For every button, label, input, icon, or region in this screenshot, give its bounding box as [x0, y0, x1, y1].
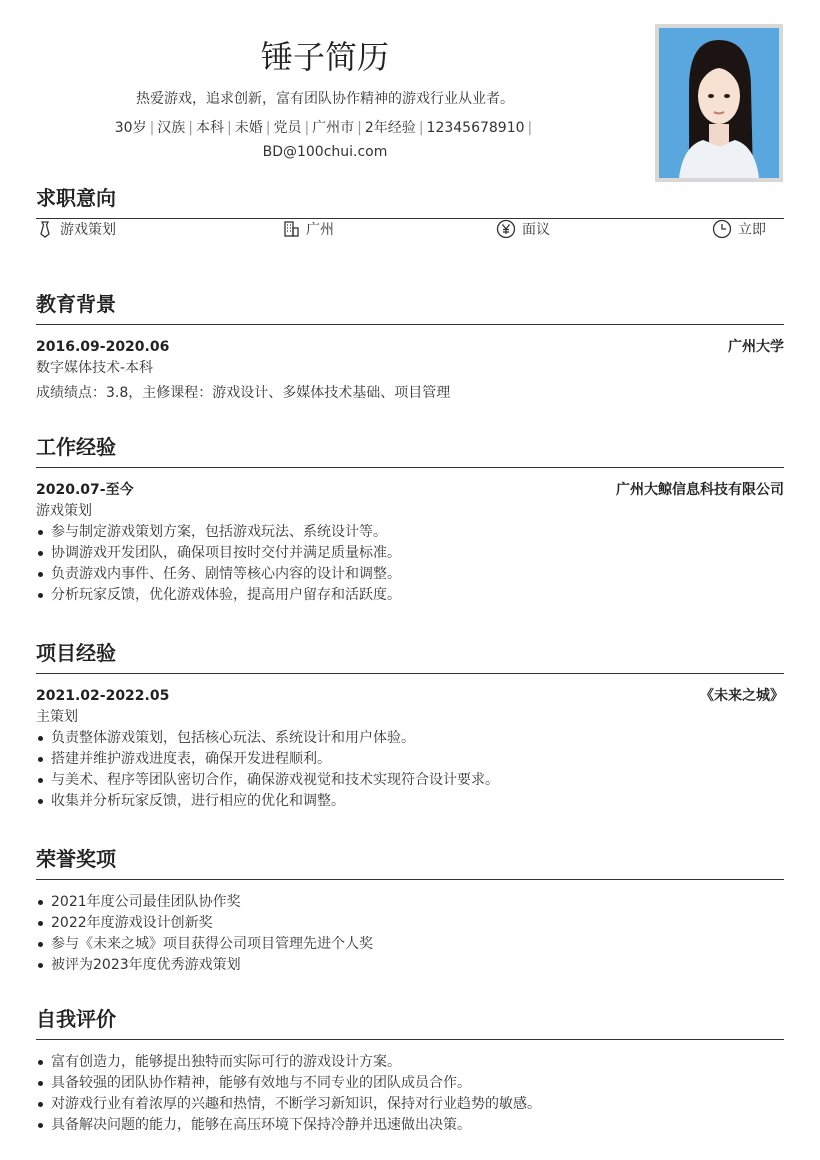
project-role: 主策划: [36, 709, 78, 725]
info-phone: 12345678910: [426, 120, 525, 136]
list-item: 协调游戏开发团队，确保项目按时交付并满足质量标准。: [36, 543, 784, 564]
education-major: 数字媒体技术-本科: [36, 360, 154, 376]
info-experience: 2年经验: [364, 120, 416, 136]
info-divider: |: [357, 120, 362, 136]
section-project: [36, 637, 784, 812]
section-title: 自我评价: [36, 1007, 116, 1031]
info-ethnicity: 汉族: [157, 120, 186, 136]
intent-position-label: 游戏策划: [60, 222, 116, 238]
info-divider: |: [265, 120, 271, 136]
resume-name: 锤子简历: [260, 38, 389, 76]
list-item: 对游戏行业有着浓厚的兴趣和热情，不断学习新知识，保持对行业趋势的敏感。: [36, 1094, 784, 1115]
info-divider: |: [527, 120, 533, 136]
info-divider: |: [304, 120, 310, 136]
intent-salary: [496, 218, 550, 240]
project-list: [36, 728, 784, 812]
section-job-intention: [36, 182, 784, 238]
list-item: 富有创造力，能够提出独特而实际可行的游戏设计方案。: [36, 1052, 784, 1073]
section-education: [36, 288, 784, 404]
info-city: 广州市: [312, 120, 355, 136]
work-date: 2020.07-至今: [36, 482, 134, 498]
info-divider: |: [149, 120, 155, 136]
section-work: [36, 431, 784, 606]
portrait-image: [659, 28, 779, 178]
list-item: 负责游戏内事件、任务、剧情等核心内容的设计和调整。: [36, 564, 784, 585]
list-item: 具备解决问题的能力，能够在高压环境下保持冷静并迅速做出决策。: [36, 1115, 784, 1136]
intention-row: [36, 218, 784, 240]
education-detail: 成绩绩点：3.8，主修课程：游戏设计、多媒体技术基础、项目管理: [36, 385, 451, 401]
personal-info: [95, 116, 555, 164]
self-list: [36, 1052, 784, 1136]
info-divider: |: [418, 120, 424, 136]
intent-position: [36, 218, 116, 240]
section-title: 项目经验: [36, 641, 116, 665]
profile-photo: [655, 24, 783, 182]
tie-icon: [36, 220, 54, 238]
education-school: 广州大学: [728, 339, 784, 355]
section-divider: [36, 467, 784, 468]
education-date: 2016.09-2020.06: [36, 339, 170, 355]
section-divider: [36, 879, 784, 880]
awards-list: [36, 892, 784, 976]
list-item: 2022年度游戏设计创新奖: [36, 913, 784, 934]
info-marital: 未婚: [234, 120, 263, 136]
list-item: 被评为2023年度优秀游戏策划: [36, 955, 784, 976]
info-age: 30岁: [114, 120, 147, 136]
section-title: 工作经验: [36, 435, 116, 459]
section-self-evaluation: [36, 1003, 784, 1136]
info-divider: |: [188, 120, 194, 136]
project-date: 2021.02-2022.05: [36, 688, 170, 704]
list-item: 分析玩家反馈，优化游戏体验，提高用户留存和活跃度。: [36, 585, 784, 606]
clock-icon: [712, 219, 732, 239]
building-icon: [282, 220, 300, 238]
work-header: [36, 480, 784, 501]
section-title: 求职意向: [36, 186, 116, 210]
section-title: 教育背景: [36, 292, 116, 316]
section-divider: [36, 1039, 784, 1040]
section-title: 荣誉奖项: [36, 847, 116, 871]
list-item: 参与制定游戏策划方案，包括游戏玩法、系统设计等。: [36, 522, 784, 543]
intent-city-label: 广州: [306, 222, 334, 238]
yuan-icon: [496, 219, 516, 239]
list-item: 具备较强的团队协作精神，能够有效地与不同专业的团队成员合作。: [36, 1073, 784, 1094]
intent-salary-label: 面议: [522, 222, 550, 238]
list-item: 搭建并维护游戏进度表，确保开发进程顺利。: [36, 749, 784, 770]
section-divider: [36, 673, 784, 674]
list-item: 2021年度公司最佳团队协作奖: [36, 892, 784, 913]
info-degree: 本科: [196, 120, 225, 136]
section-divider: [36, 324, 784, 325]
intent-city: [282, 218, 334, 240]
intent-availability: [712, 218, 766, 240]
list-item: 参与《未来之城》项目获得公司项目管理先进个人奖: [36, 934, 784, 955]
info-email: BD@100chui.com: [262, 144, 388, 160]
education-header: [36, 337, 784, 358]
intent-availability-label: 立即: [738, 222, 766, 238]
list-item: 负责整体游戏策划，包括核心玩法、系统设计和用户体验。: [36, 728, 784, 749]
section-awards: [36, 843, 784, 976]
work-list: [36, 522, 784, 606]
list-item: 收集并分析玩家反馈，进行相应的优化和调整。: [36, 791, 784, 812]
work-company: 广州大鲸信息科技有限公司: [616, 482, 784, 498]
work-role: 游戏策划: [36, 503, 92, 519]
project-name: 《未来之城》: [700, 688, 784, 704]
info-political: 党员: [273, 120, 302, 136]
project-header: [36, 686, 784, 707]
info-divider: |: [227, 120, 232, 136]
tagline: 热爱游戏，追求创新，富有团队协作精神的游戏行业从业者。: [136, 91, 514, 107]
list-item: 与美术、程序等团队密切合作，确保游戏视觉和技术实现符合设计要求。: [36, 770, 784, 791]
